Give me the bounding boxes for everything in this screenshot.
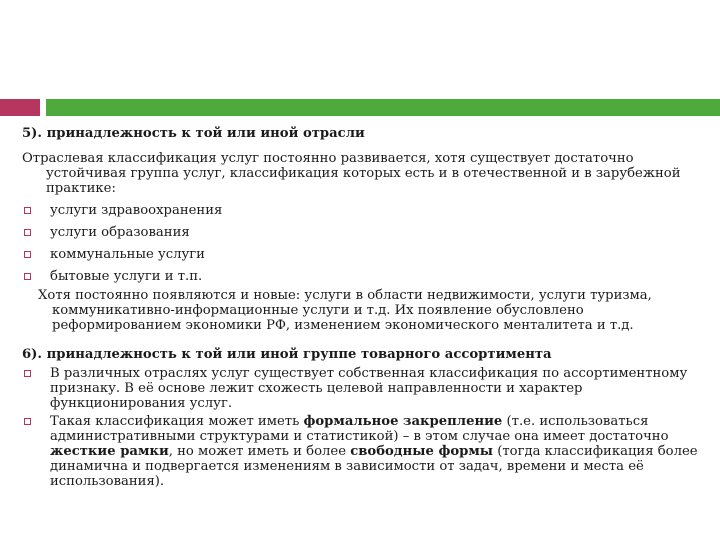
bold-term-rigid: жесткие рамки (50, 444, 169, 459)
section-5-intro: Отраслевая классификация услуг постоянно развивается, хотя существует достаточно устойчивая группа услуг, классификация которых есть и в отечественной и в зарубежной практике: (22, 151, 681, 196)
slide-body (22, 126, 702, 492)
list-item-text: бытовые услуги и т.п. (50, 269, 203, 284)
square-bullet-icon (24, 251, 31, 258)
industry-list (22, 203, 702, 284)
list-item (22, 247, 702, 262)
list-item-text-part: Такая классификация может иметь (50, 414, 304, 429)
list-item-text-part: (тогда классификация более динамична и подвергается изменениям в зависимости от задач, времени и места её использования). (50, 444, 698, 489)
list-item-text-part: (т.е. использоваться административными структурами и статистикой) – в этом случае она имеет достаточно (50, 414, 669, 444)
section-6-heading: 6). принадлежность к той или иной группе товарного ассортимента (22, 347, 552, 362)
bold-term-free: свободные формы (350, 444, 494, 459)
square-bullet-icon (24, 273, 31, 280)
list-item (22, 225, 702, 240)
bold-term-formal: формальное закрепление (303, 414, 503, 429)
accent-bar-left (0, 99, 40, 116)
square-bullet-icon (24, 418, 31, 425)
list-item (22, 203, 702, 218)
list-item-text-part: , но может иметь и более (168, 444, 351, 459)
square-bullet-icon (24, 229, 31, 236)
list-item (22, 269, 702, 284)
square-bullet-icon (24, 370, 31, 377)
accent-bar-right (46, 99, 720, 116)
assortment-list (22, 366, 702, 489)
list-item-text: В различных отраслях услуг существует собственная классификация по ассортиментному признаку. В её основе лежит схожесть целевой направленности и характер функционирования услуг. (50, 366, 688, 411)
list-item (22, 366, 702, 411)
square-bullet-icon (24, 207, 31, 214)
list-item-text: услуги здравоохранения (50, 203, 223, 218)
section-5-closing: Хотя постоянно появляются и новые: услуги в области недвижимости, услуги туризма, коммуникативно-информационные услуги и т.д. Их появление обусловлено реформированием экономики РФ, изменением экономического менталитета и т.д. (38, 288, 652, 333)
list-item-text: услуги образования (50, 225, 190, 240)
section-5-heading: 5). принадлежность к той или иной отрасли (22, 126, 365, 141)
list-item (22, 414, 702, 489)
list-item-text: коммунальные услуги (50, 247, 205, 262)
